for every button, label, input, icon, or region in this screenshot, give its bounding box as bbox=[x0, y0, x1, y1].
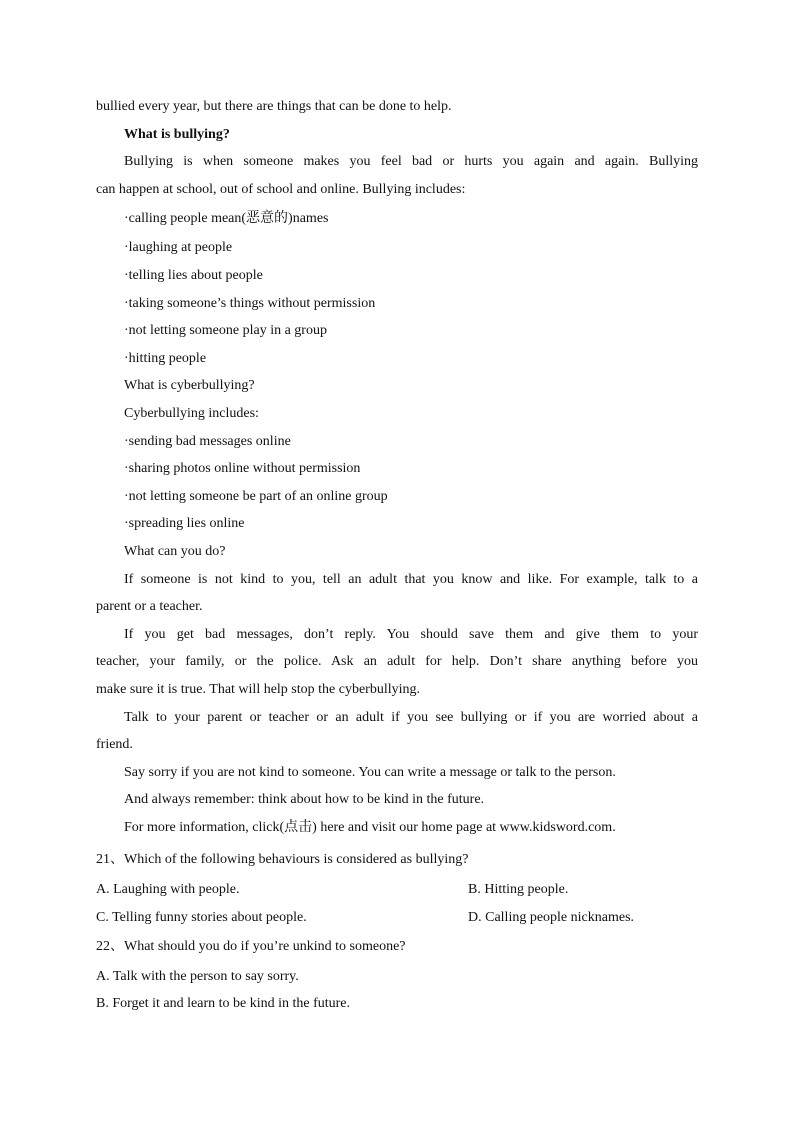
paragraph-line: If you get bad messages, don’t reply. You should save them and give them to your bbox=[124, 627, 698, 642]
answer-option[interactable]: A. Talk with the person to say sorry. bbox=[96, 969, 299, 984]
bullet-item: ·hitting people bbox=[124, 351, 207, 366]
paragraph-line: And always remember: think about how to be kind in the future. bbox=[124, 792, 485, 807]
heading-what-can-you-do: What can you do? bbox=[124, 544, 226, 559]
paragraph-line: can happen at school, out of school and online. Bullying includes: bbox=[96, 182, 466, 197]
paragraph-line: If someone is not kind to you, tell an adult that you know and like. For example, talk to a bbox=[124, 572, 698, 587]
paragraph-line: teacher, your family, or the police. Ask an adult for help. Don’t share anything before you bbox=[96, 654, 698, 669]
bullet-item: ·not letting someone play in a group bbox=[124, 323, 327, 338]
paragraph-line: Talk to your parent or teacher or an adult if you see bullying or if you are worried about a bbox=[124, 710, 698, 725]
answer-option-row bbox=[96, 881, 698, 899]
heading-what-is-cyberbullying: What is cyberbullying? bbox=[124, 378, 255, 393]
paragraph-line: Bullying is when someone makes you feel bad or hurts you again and again. Bullying bbox=[124, 154, 698, 169]
answer-option[interactable]: C. Telling funny stories about people. bbox=[96, 910, 307, 925]
paragraph-line: For more information, click(点击) here and visit our home page at www.kidsword.com. bbox=[124, 820, 616, 835]
bullet-item: ·taking someone’s things without permission bbox=[124, 296, 376, 311]
paragraph-line: Say sorry if you are not kind to someone. You can write a message or talk to the person. bbox=[124, 765, 616, 780]
paragraph-line: parent or a teacher. bbox=[96, 599, 203, 614]
cyber-intro: Cyberbullying includes: bbox=[124, 406, 259, 421]
paragraph-line: make sure it is true. That will help stop the cyberbullying. bbox=[96, 682, 421, 697]
bullet-item: ·sending bad messages online bbox=[124, 434, 291, 449]
bullet-item: ·spreading lies online bbox=[124, 516, 245, 531]
answer-option-row bbox=[96, 909, 698, 927]
answer-option[interactable]: B. Hitting people. bbox=[468, 882, 569, 897]
heading-what-is-bullying: What is bullying? bbox=[124, 127, 230, 142]
paragraph-line: friend. bbox=[96, 737, 133, 752]
bullet-item: ·calling people mean(恶意的)names bbox=[124, 211, 329, 226]
answer-option[interactable]: B. Forget it and learn to be kind in the future. bbox=[96, 996, 351, 1011]
bullet-item: ·telling lies about people bbox=[124, 268, 263, 283]
bullet-item: ·laughing at people bbox=[124, 240, 233, 255]
bullet-item: ·sharing photos online without permission bbox=[124, 461, 361, 476]
bullet-item: ·not letting someone be part of an online group bbox=[124, 489, 388, 504]
intro-tail: bullied every year, but there are things that can be done to help. bbox=[96, 99, 452, 114]
question-stem: 22、What should you do if you’re unkind to someone? bbox=[96, 939, 406, 954]
question-stem: 21、Which of the following behaviours is considered as bullying? bbox=[96, 852, 469, 867]
answer-option[interactable]: D. Calling people nicknames. bbox=[468, 910, 635, 925]
answer-option[interactable]: A. Laughing with people. bbox=[96, 882, 240, 897]
